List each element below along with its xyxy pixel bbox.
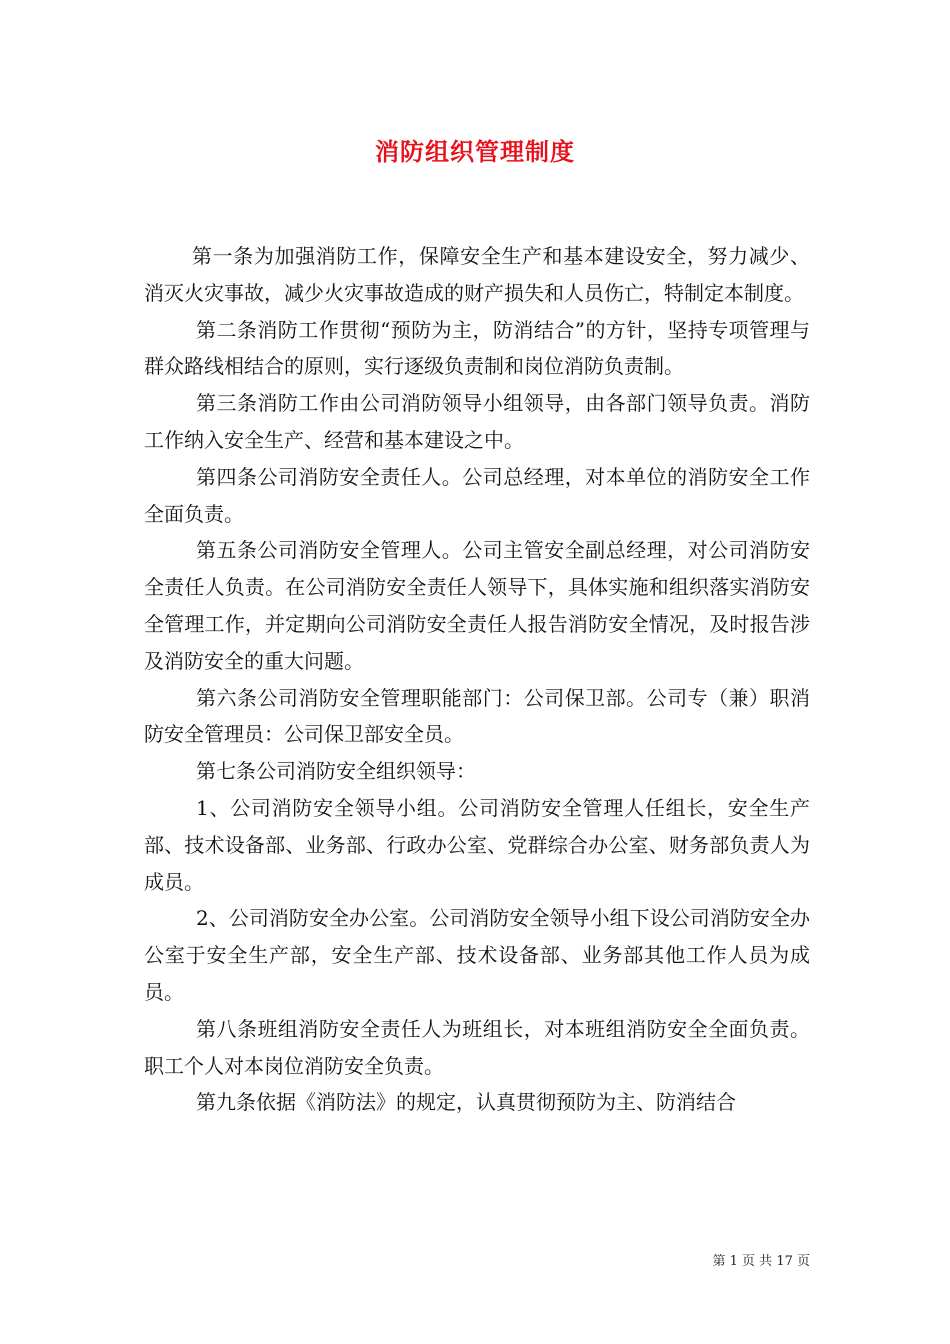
paragraph-article-9: 第九条依据《消防法》的规定，认真贯彻预防为主、防消结合	[196, 1090, 736, 1115]
paragraph-article-5: 第五条公司消防安全管理人。公司主管安全副总经理，对公司消防安全责任人负责。在公司消防安全责任人领导下，具体实施和组织落实消防安全管理工作，并定期向公司消防安全责任人报告消防安全情况，及时报告涉及消防安全的重大问题。	[144, 538, 810, 673]
page-number: 第 1 页 共 17 页	[712, 1254, 810, 1269]
paragraph-item-1: 1、公司消防安全领导小组。公司消防安全管理人任组长，安全生产部、技术设备部、业务部、行政办公室、党群综合办公室、财务部负责人为成员。	[144, 795, 810, 894]
document-title: 消防组织管理制度	[375, 137, 575, 166]
paragraph-article-6: 第六条公司消防安全管理职能部门：公司保卫部。公司专（兼）职消防安全管理员：公司保卫部安全员。	[144, 685, 810, 747]
paragraph-article-2: 第二条消防工作贯彻“预防为主，防消结合”的方针，坚持专项管理与群众路线相结合的原则，实行逐级负责制和岗位消防负责制。	[144, 317, 810, 379]
paragraph-item-2: 2、公司消防安全办公室。公司消防安全领导小组下设公司消防安全办公室于安全生产部，安全生产部、技术设备部、业务部其他工作人员为成员。	[144, 906, 810, 1004]
document-body	[144, 238, 810, 1121]
paragraph-article-1: 第一条为加强消防工作，保障安全生产和基本建设安全，努力减少、消灭火灾事故，减少火灾事故造成的财产损失和人员伤亡，特制定本制度。	[144, 244, 810, 305]
paragraph-article-8: 第八条班组消防安全责任人为班组长，对本班组消防安全全面负责。职工个人对本岗位消防安全负责。	[144, 1016, 810, 1078]
paragraph-article-7: 第七条公司消防安全组织领导：	[196, 759, 476, 784]
paragraph-article-3: 第三条消防工作由公司消防领导小组领导，由各部门领导负责。消防工作纳入安全生产、经营和基本建设之中。	[144, 391, 810, 452]
paragraph-article-4: 第四条公司消防安全责任人。公司总经理，对本单位的消防安全工作全面负责。	[144, 464, 810, 526]
